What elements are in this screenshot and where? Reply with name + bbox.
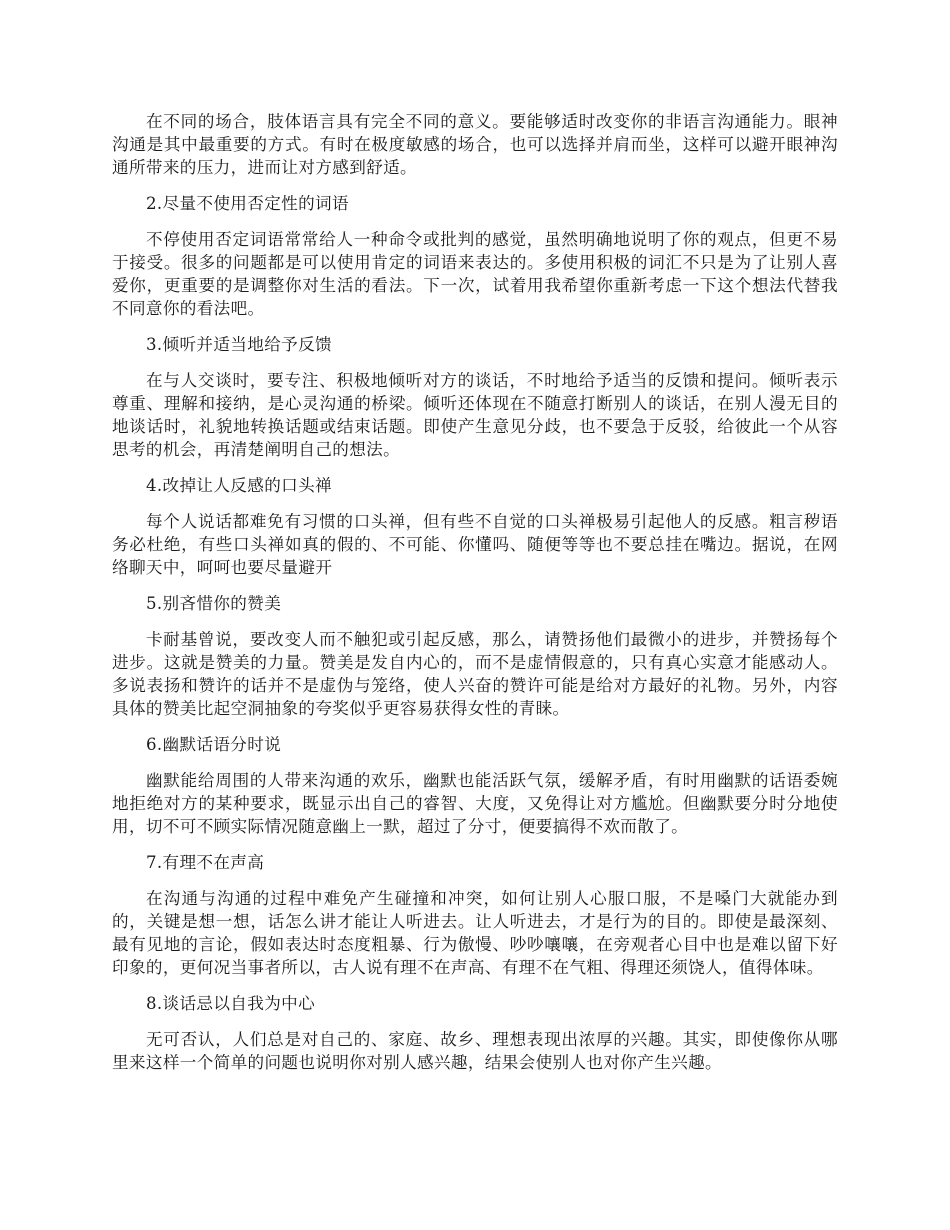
section-paragraph-8: 无可否认，人们总是对自己的、家庭、故乡、理想表现出浓厚的兴趣。其实，即使像你从哪里来这样一个简单的问题也说明你对别人感兴趣，结果会使别人也对你产生兴趣。 (112, 1030, 838, 1072)
section-heading-6: 6.幽默话语分时说 (146, 735, 282, 754)
section-heading-4: 4.改掉让人反感的口头禅 (146, 476, 332, 495)
section-heading-2: 2.尽量不使用否定性的词语 (146, 194, 349, 213)
intro-paragraph: 在不同的场合，肢体语言具有完全不同的意义。要能够适时改变你的非语言沟通能力。眼神沟通是其中最重要的方式。有时在极度敏感的场合，也可以选择并肩而坐，这样可以避开眼神沟通所带来的压力，进而让对方感到舒适。 (112, 112, 838, 177)
section-paragraph-4: 每个人说话都难免有习惯的口头禅，但有些不自觉的口头禅极易引起他人的反感。粗言秽语务必杜绝，有些口头禅如真的假的、不可能、你懂吗、随便等等也不要总挂在嘴边。据说，在网络聊天中，呵呵也要尽量避开 (112, 512, 838, 577)
section-heading-7: 7.有理不在声高 (146, 853, 265, 872)
section-heading-8: 8.谈话忌以自我为中心 (146, 994, 316, 1013)
section-heading-5: 5.别吝惜你的赞美 (146, 594, 282, 613)
section-paragraph-3: 在与人交谈时，要专注、积极地倾听对方的谈话，不时地给予适当的反馈和提问。倾听表示尊重、理解和接纳，是心灵沟通的桥梁。倾听还体现在不随意打断别人的谈话，在别人漫无目的地谈话时，礼貌地转换话题或结束话题。即使产生意见分歧，也不要急于反驳，给彼此一个从容思考的机会，再清楚阐明自己的想法。 (112, 371, 838, 459)
section-paragraph-7: 在沟通与沟通的过程中难免产生碰撞和冲突，如何让别人心服口服，不是嗓门大就能办到的，关键是想一想，话怎么讲才能让人听进去。让人听进去，才是行为的目的。即使是最深刻、最有见地的言论，假如表达时态度粗暴、行为傲慢、吵吵嚷嚷，在旁观者心目中也是难以留下好印象的，更何况当事者所以，古人说有理不在声高、有理不在气粗、得理还须饶人，值得体味。 (112, 889, 838, 977)
section-heading-3: 3.倾听并适当地给予反馈 (146, 335, 332, 354)
section-paragraph-6: 幽默能给周围的人带来沟通的欢乐，幽默也能活跃气氛，缓解矛盾，有时用幽默的话语委婉地拒绝对方的某种要求，既显示出自己的睿智、大度，又免得让对方尴尬。但幽默要分时分地使用，切不可不顾实际情况随意幽上一默，超过了分寸，便要搞得不欢而散了。 (112, 771, 838, 836)
section-paragraph-5: 卡耐基曾说，要改变人而不触犯或引起反感，那么，请赞扬他们最微小的进步，并赞扬每个进步。这就是赞美的力量。赞美是发自内心的，而不是虚情假意的，只有真心实意才能感动人。多说表扬和赞许的话并不是虚伪与笼络，使人兴奋的赞许可能是给对方最好的礼物。另外，内容具体的赞美比起空洞抽象的夸奖似乎更容易获得女性的青睐。 (112, 630, 838, 718)
section-paragraph-2: 不停使用否定词语常常给人一种命令或批判的感觉，虽然明确地说明了你的观点，但更不易于接受。很多的问题都是可以使用肯定的词语来表达的。多使用积极的词汇不只是为了让别人喜爱你，更重要的是调整你对生活的看法。下一次，试着用我希望你重新考虑一下这个想法代替我不同意你的看法吧。 (112, 230, 838, 318)
